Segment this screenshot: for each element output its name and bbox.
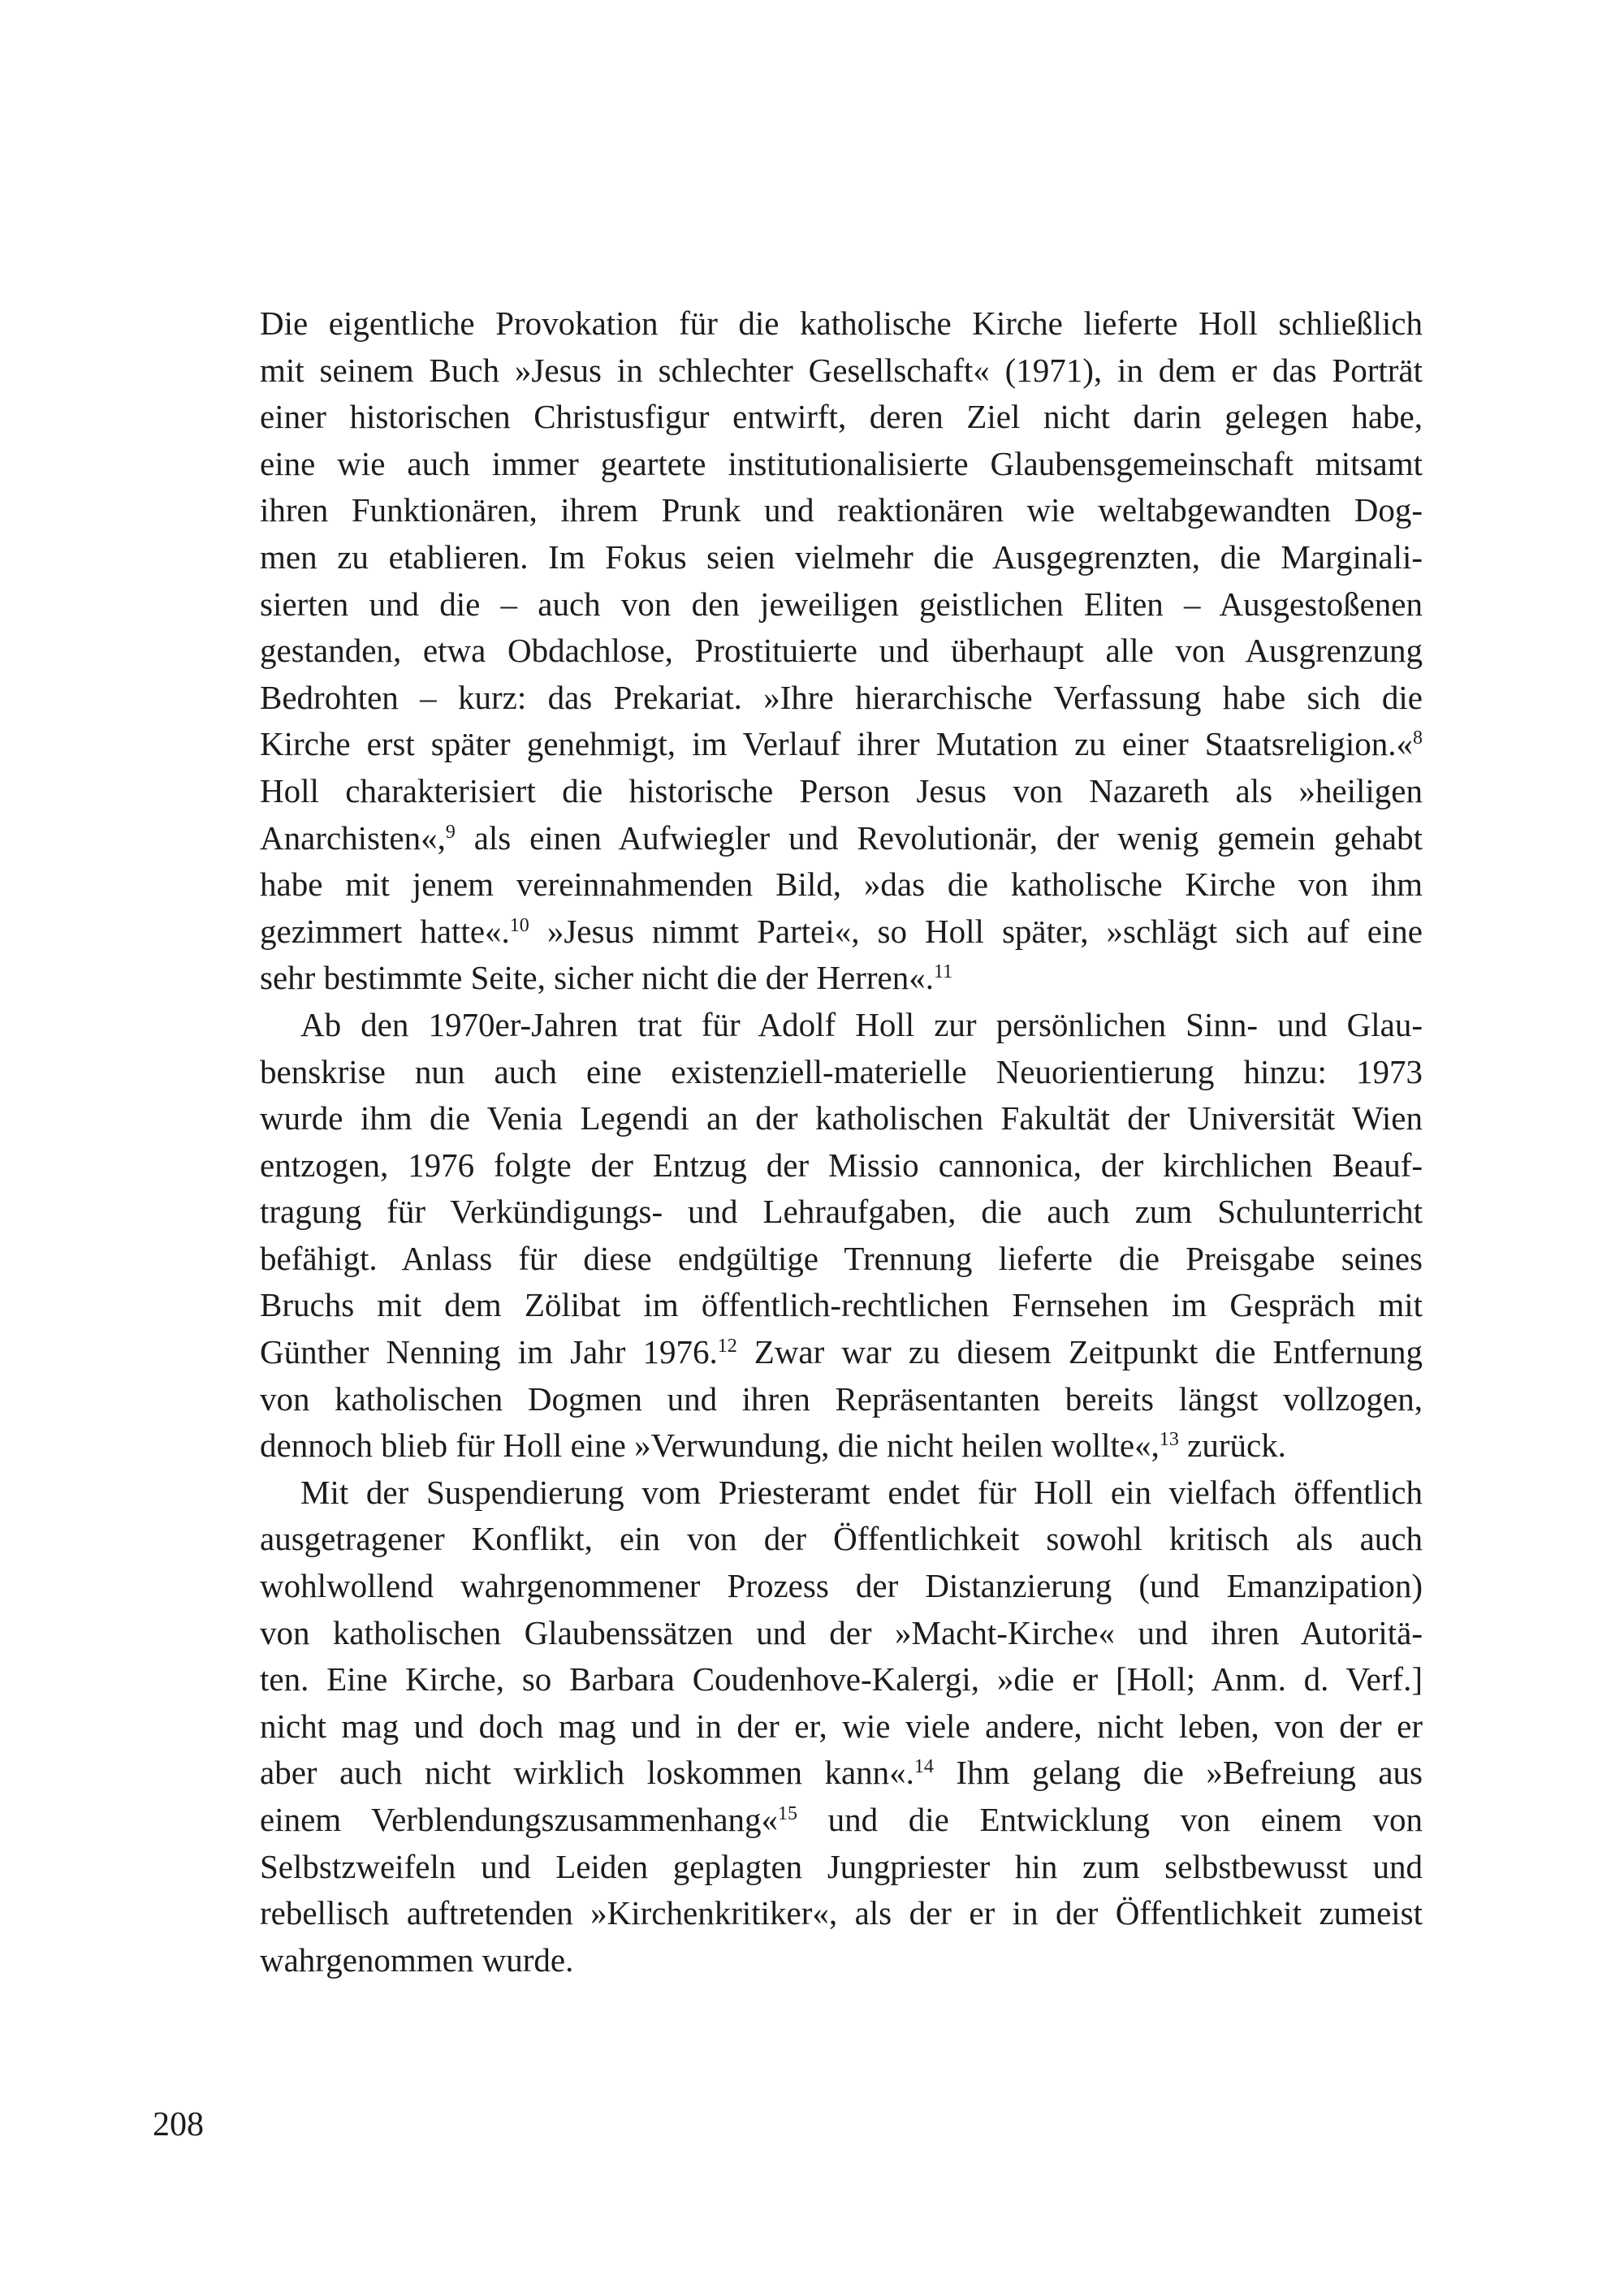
line-text-continued: als einen Aufwiegler und Revolutionär, der wenig gemein gehabt <box>455 818 1423 857</box>
line-text-continued: und die Entwicklung von einem von <box>797 1801 1423 1838</box>
paragraph <box>260 1470 1423 1984</box>
text-line <box>260 628 1423 675</box>
text-line <box>260 721 1423 768</box>
line-text: Anarchisten«, <box>260 818 446 857</box>
text-line <box>260 909 1423 956</box>
line-text: sehr bestimmte Seite, sicher nicht die der Herren«. <box>260 959 934 997</box>
line-text: ausgetragener Konflikt, ein von der Öffentlichkeit sowohl kritisch als auch <box>260 1520 1423 1558</box>
text-line <box>260 1890 1423 1937</box>
line-text-continued: Zwar war zu diesem Zeitpunkt die Entfernung <box>736 1333 1423 1371</box>
line-text-continued: »Jesus nimmt Partei«, so Holl später, »schlägt sich auf eine <box>529 912 1423 950</box>
text-line <box>260 1329 1423 1376</box>
line-text: befähigt. Anlass für diese endgültige Trennung lieferte die Preisgabe seines <box>260 1239 1423 1277</box>
text-line <box>260 394 1423 441</box>
text-line <box>260 1470 1423 1517</box>
body-text <box>260 300 1423 1983</box>
line-text: sierten und die – auch von den jeweiligen geistlichen Eliten – Ausgestoßenen <box>260 585 1423 623</box>
line-text: Bruchs mit dem Zölibat im öffentlich-rechtlichen Fernsehen im Gespräch mit <box>260 1286 1423 1324</box>
line-text: einer historischen Christusfigur entwirft, deren Ziel nicht darin gelegen habe, <box>260 398 1423 436</box>
text-line <box>260 1422 1423 1470</box>
line-text: einem Verblendungszusammenhang« <box>260 1801 779 1838</box>
line-text: Ab den 1970er-Jahren trat für Adolf Holl zur persönlichen Sinn- und Glau- <box>300 1005 1423 1043</box>
text-line <box>260 1844 1423 1891</box>
line-text: Die eigentliche Provokation für die katholische Kirche lieferte Holl schließlich <box>260 304 1423 342</box>
footnote-marker: 8 <box>1413 727 1423 749</box>
footnote-marker: 14 <box>914 1756 934 1778</box>
text-line <box>260 487 1423 534</box>
line-text: rebellisch auftretenden »Kirchenkritiker«, als der er in der Öffentlichkeit zumeist <box>260 1894 1423 1932</box>
line-text: gestanden, etwa Obdachlose, Prostituierte und überhaupt alle von Ausgrenzung <box>260 632 1423 670</box>
line-text: Günther Nenning im Jahr 1976. <box>260 1333 718 1371</box>
line-text-continued: Ihm gelang die »Befreiung aus <box>933 1754 1423 1792</box>
text-line <box>260 955 1423 1002</box>
footnote-marker: 10 <box>509 914 529 936</box>
line-text: wurde ihm die Venia Legendi an der katholischen Fakultät der Universität Wien <box>260 1099 1423 1137</box>
paragraph <box>260 1002 1423 1470</box>
text-line <box>260 1049 1423 1096</box>
line-text: benskrise nun auch eine existenziell-materielle Neuorientierung hinzu: 1973 <box>260 1052 1423 1090</box>
line-text: ten. Eine Kirche, so Barbara Coudenhove-Kalergi, »die er [Holl; Anm. d. Verf.] <box>260 1660 1423 1698</box>
text-line <box>260 1703 1423 1750</box>
footnote-marker: 13 <box>1159 1429 1179 1451</box>
line-text: von katholischen Glaubenssätzen und der »Macht-Kirche« und ihren Autoritä- <box>260 1613 1423 1651</box>
line-text: Kirche erst später genehmigt, im Verlauf ihrer Mutation zu einer Staatsreligion.« <box>260 725 1413 763</box>
footnote-marker: 12 <box>717 1336 737 1358</box>
line-text: nicht mag und doch mag und in der er, wie viele andere, nicht leben, von der er <box>260 1707 1423 1745</box>
text-line <box>260 300 1423 347</box>
text-line <box>260 534 1423 581</box>
line-text: wohlwollend wahrgenommener Prozess der Distanzierung (und Emanzipation) <box>260 1567 1423 1605</box>
line-text: men zu etablieren. Im Fokus seien vielmehr die Ausgegrenzten, die Marginali- <box>260 537 1423 576</box>
text-line <box>260 1750 1423 1797</box>
text-line <box>260 441 1423 488</box>
line-text: mit seinem Buch »Jesus in schlechter Gesellschaft« (1971), in dem er das Porträt <box>260 351 1423 389</box>
line-text: tragung für Verkündigungs- und Lehraufgaben, die auch zum Schulunterricht <box>260 1193 1423 1231</box>
footnote-marker: 11 <box>933 961 953 983</box>
text-line <box>260 1656 1423 1703</box>
line-text: ihren Funktionären, ihrem Prunk und reaktionären wie weltabgewandten Dog- <box>260 491 1423 529</box>
line-text: entzogen, 1976 folgte der Entzug der Missio cannonica, der kirchlichen Beauf- <box>260 1146 1423 1184</box>
line-text: habe mit jenem vereinnahmenden Bild, »das die katholische Kirche von ihm <box>260 865 1423 904</box>
line-text: von katholischen Dogmen und ihren Repräsentanten bereits längst vollzogen, <box>260 1379 1423 1418</box>
text-line <box>260 1937 1423 1984</box>
text-line <box>260 1563 1423 1610</box>
footnote-marker: 9 <box>445 821 456 843</box>
text-line <box>260 1142 1423 1189</box>
footnote-marker: 15 <box>778 1803 798 1824</box>
line-text: eine wie auch immer geartete institutionalisierte Glaubensgemeinschaft mitsamt <box>260 444 1423 482</box>
line-text: aber auch nicht wirklich loskommen kann«. <box>260 1754 914 1792</box>
text-line <box>260 861 1423 909</box>
text-line <box>260 1189 1423 1236</box>
line-text: wahrgenommen wurde. <box>260 1940 574 1979</box>
line-text-continued: zurück. <box>1178 1427 1286 1465</box>
text-line <box>260 1516 1423 1563</box>
paragraph <box>260 300 1423 1002</box>
line-text: Selbstzweifeln und Leiden geplagten Jungpriester hin zum selbstbewusst und <box>260 1847 1423 1885</box>
page-number: 208 <box>153 2106 204 2143</box>
text-line <box>260 768 1423 815</box>
line-text: gezimmert hatte«. <box>260 912 510 950</box>
text-line <box>260 1610 1423 1657</box>
text-line <box>260 347 1423 395</box>
line-text: Mit der Suspendierung vom Priesteramt endet für Holl ein vielfach öffentlich <box>300 1473 1423 1511</box>
text-line <box>260 1095 1423 1142</box>
text-line <box>260 1797 1423 1844</box>
line-text: Bedrohten – kurz: das Prekariat. »Ihre hierarchische Verfassung habe sich die <box>260 678 1423 716</box>
text-line <box>260 581 1423 628</box>
line-text: Holl charakterisiert die historische Person Jesus von Nazareth als »heiligen <box>260 771 1423 809</box>
line-text: dennoch blieb für Holl eine »Verwundung, die nicht heilen wollte«, <box>260 1427 1160 1465</box>
text-line <box>260 1236 1423 1283</box>
text-line <box>260 675 1423 722</box>
text-line <box>260 815 1423 862</box>
text-line <box>260 1376 1423 1423</box>
text-line <box>260 1002 1423 1049</box>
text-line <box>260 1282 1423 1329</box>
